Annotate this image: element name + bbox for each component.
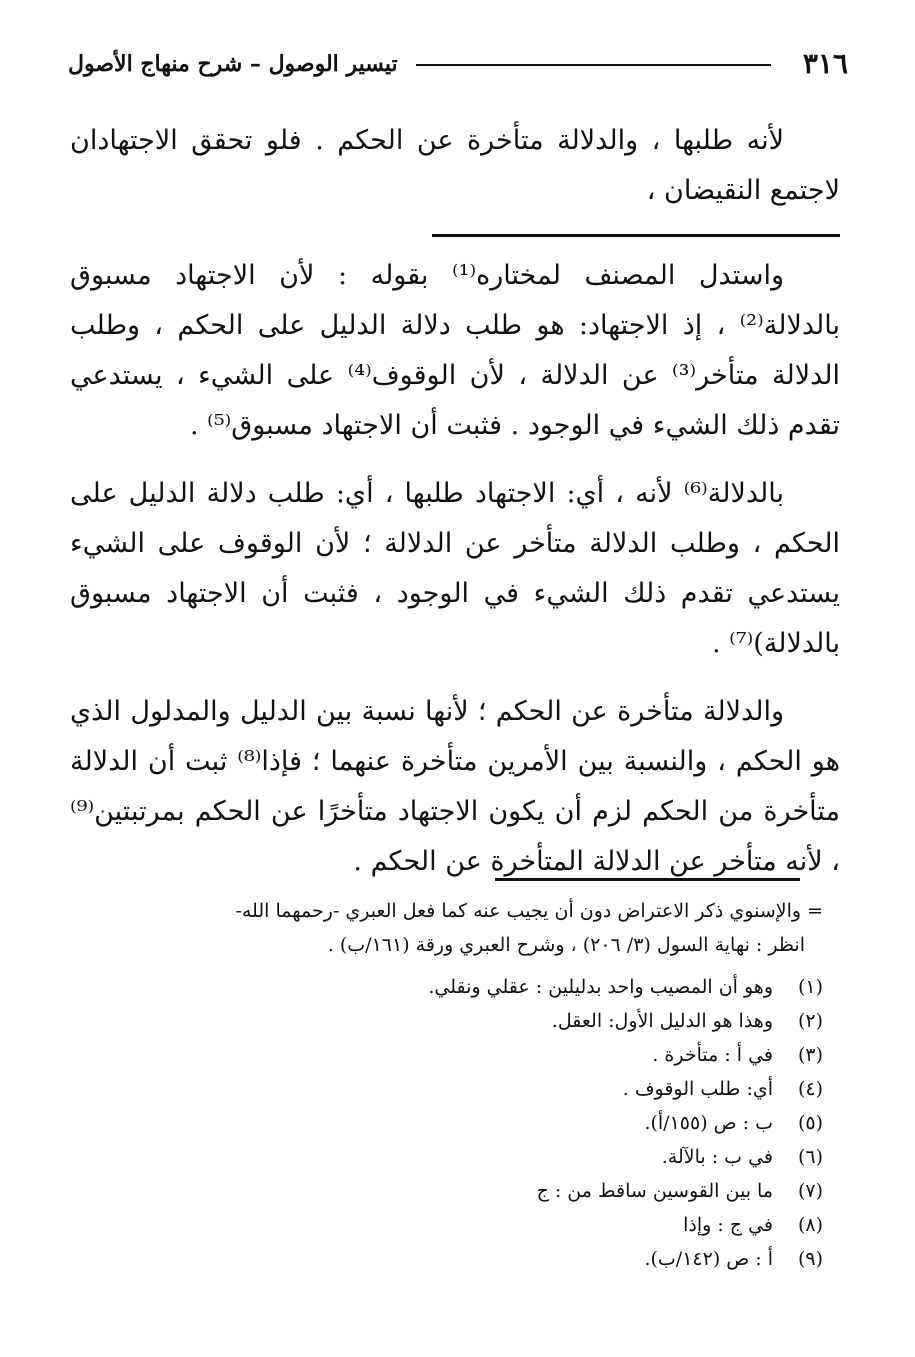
intro-paragraph: لأنه طلبها ، والدلالة متأخرة عن الحكم . فلو تحقق الاجتهادان لاجتمع النقيضان ، bbox=[70, 125, 840, 206]
third-paragraph: والدلالة متأخرة عن الحكم ؛ لأنها نسبة بين الدليل والمدلول الذي هو الحكم ، والنسبة بين الأمرين متأخرة عنهما ؛ فإذا⁽⁸⁾ ثبت أن الدلالة متأخرة من الحكم لزم أن يكون الاجتهاد متأخرًا عن الحكم بمرتبتين⁽⁹⁾ ، لأنه متأخر عن الدلالة المتأخرة عن الحكم . bbox=[70, 696, 840, 877]
footnote-number: (٥) bbox=[797, 1112, 823, 1134]
main-text bbox=[70, 116, 840, 887]
running-title: تيسير الوصول – شرح منهاج الأصول bbox=[68, 51, 398, 77]
footnote-text: ما بين القوسين ساقط من : ج bbox=[536, 1180, 773, 1202]
footnote-text: في أ : متأخرة . bbox=[652, 1044, 773, 1066]
footnote-text: وهو أن المصيب واحد بدليلين : عقلي ونقلي. bbox=[428, 976, 773, 998]
footnote-text: في ب : بالآلة. bbox=[661, 1146, 773, 1168]
footnote-list bbox=[93, 972, 823, 1274]
footnote-item bbox=[93, 972, 823, 1002]
footnote-item bbox=[93, 1142, 823, 1172]
footnote-text: أي: طلب الوقوف . bbox=[622, 1078, 773, 1100]
footnote-item bbox=[93, 1074, 823, 1104]
footnote-item bbox=[93, 1244, 823, 1274]
page-header bbox=[68, 42, 848, 86]
section-separator bbox=[432, 234, 840, 237]
footnote-number: (٤) bbox=[797, 1078, 823, 1100]
second-paragraph: بالدلالة⁽⁶⁾ لأنه ، أي: الاجتهاد طلبها ، أي: طلب دلالة الدليل على الحكم ، وطلب الدلالة متأخر عن الدلالة ؛ لأن الوقوف على الشيء يستدعي تقدم ذلك الشيء في الوجود ، فثبت أن الاجتهاد مسبوق بالدلالة)⁽⁷⁾ . bbox=[70, 478, 840, 659]
footnote-number: (٦) bbox=[797, 1146, 823, 1168]
footnote-continued-line: = والإسنوي ذكر الاعتراض دون أن يجيب عنه كما فعل العبري -رحمهما الله- bbox=[235, 900, 823, 922]
footnote-number: (١) bbox=[797, 976, 823, 998]
footnote-number: (٧) bbox=[797, 1180, 823, 1202]
footnote-rule bbox=[495, 878, 800, 881]
footnote-number: (٨) bbox=[797, 1214, 823, 1236]
footnote-item bbox=[93, 1108, 823, 1138]
header-rule bbox=[416, 64, 771, 66]
footnote-text: أ : ص (١٤٢/ب). bbox=[644, 1248, 773, 1270]
footnote-item bbox=[93, 1006, 823, 1036]
footnote-item bbox=[93, 1040, 823, 1070]
footnote-number: (٣) bbox=[797, 1044, 823, 1066]
footnote-item bbox=[93, 1210, 823, 1240]
footnote-number: (٢) bbox=[797, 1010, 823, 1032]
main-paragraph: واستدل المصنف لمختاره⁽¹⁾ بقوله : لأن الاجتهاد مسبوق بالدلالة⁽²⁾ ، إذ الاجتهاد: هو طلب دلالة الدليل على الحكم ، وطلب الدلالة متأخر⁽³⁾ عن الدلالة ، لأن الوقوف⁽⁴⁾ على الشيء ، يستدعي تقدم ذلك الشيء في الوجود . فثبت أن الاجتهاد مسبوق⁽⁵⁾ . bbox=[70, 260, 841, 441]
page-number: ٣١٦ bbox=[802, 47, 848, 80]
footnote-item bbox=[93, 1176, 823, 1206]
footnote-text: في ج : وإذا bbox=[683, 1214, 773, 1236]
footnote-text: وهذا هو الدليل الأول: العقل. bbox=[551, 1010, 773, 1032]
footnote-text: ب : ص (١٥٥/أ). bbox=[644, 1112, 773, 1134]
footnotes-section bbox=[93, 896, 823, 1278]
footnote-number: (٩) bbox=[797, 1248, 823, 1270]
footnote-reference-line: انظر : نهاية السول (٣/ ٢٠٦) ، وشرح العبري ورقة (١٦١/ب) . bbox=[327, 934, 805, 956]
